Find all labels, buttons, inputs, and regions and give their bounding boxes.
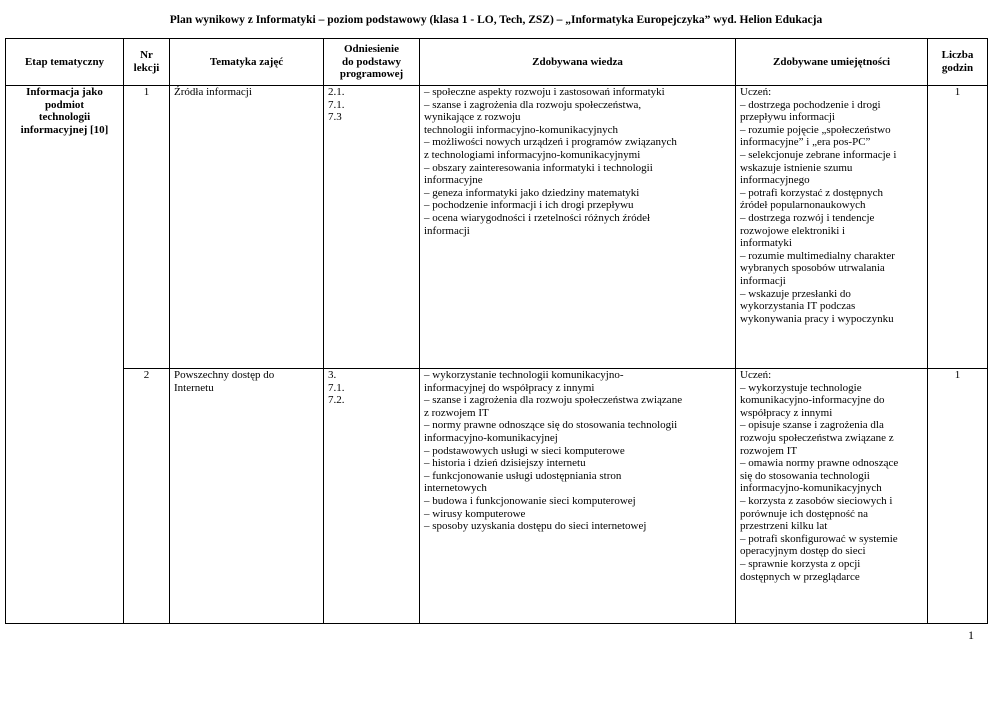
knowledge-line: – pochodzenie informacji i ich drogi przepływu [424,199,634,212]
stage-line: Informacja jako [26,86,103,98]
skills-line: informacyjne” i „era pos-PC” [740,136,871,149]
header-hours-line: Liczba [941,49,974,62]
skills-line: źródeł popularnonaukowych [740,199,866,212]
header-nr [124,39,170,86]
topic-line: Powszechny dostęp do [174,369,275,381]
curriculum-ref [324,86,420,369]
skills-line: się do stosowania technologii [740,469,870,482]
header-ref [324,39,420,86]
skills-line: przepływu informacji [740,111,835,124]
skills-cell [736,369,928,624]
topic-line: Internetu [174,381,214,394]
header-skills: Zdobywane umiejętności [736,39,928,86]
skills-line: informatyki [740,237,792,250]
skills-line: rozwojowe elektroniki i [740,224,846,237]
skills-line: – potrafi korzystać z dostępnych [740,186,883,199]
knowledge-line: – społeczne aspekty rozwoju i zastosowań informatyki [424,86,665,98]
skills-line: przestrzeni kilku lat [740,520,828,533]
skills-line: współpracy z innymi [740,406,833,419]
lesson-topic [170,86,324,369]
knowledge-line: z technologiami informacyjno-komunikacyjnymi [424,148,641,161]
skills-line: – dostrzega rozwój i tendencje [740,211,875,224]
knowledge-line: informacyjno-komunikacyjnej [424,431,558,444]
knowledge-line: technologii informacyjno-komunikacyjnych [424,123,618,136]
ref-line: 7.1. [328,98,345,111]
skills-line: wykonywania pracy i wypoczynku [740,312,894,325]
header-nr-line: Nr [140,49,153,62]
header-stage: Etap tematyczny [6,39,124,86]
topic-line: Źródła informacji [174,86,252,98]
header-row [6,39,988,86]
skills-line: – omawia normy prawne odnoszące [740,457,899,470]
skills-cell [736,86,928,369]
skills-line: Uczeń: [740,86,772,98]
stage-line: podmiot [44,98,85,111]
lesson-topic [170,369,324,624]
page-number: 1 [968,628,974,642]
table-row [6,86,988,369]
ref-line: 7.3 [328,111,342,124]
knowledge-line: – geneza informatyki jako dziedziny matematyki [424,186,640,199]
curriculum-ref [324,369,420,624]
ref-line: 2.1. [328,86,345,98]
skills-line: – sprawnie korzysta z opcji [740,557,861,570]
knowledge-line: – historia i dzień dzisiejszy internetu [424,457,586,470]
skills-line: – potrafi skonfigurować w systemie [740,532,898,545]
ref-line: 3. [328,369,337,381]
knowledge-line: – obszary zainteresowania informatyki i technologii [424,161,653,174]
hours-cell: 1 [928,86,988,369]
knowledge-line: – możliwości nowych urządzeń i programów związanych [424,136,677,149]
knowledge-line: – budowa i funkcjonowanie sieci komputerowej [424,494,636,507]
header-ref-line: Odniesienie [343,43,399,56]
skills-line: wybranych sposobów utrwalania [740,262,885,275]
knowledge-line: wynikające z rozwoju [424,111,521,124]
skills-line: – korzysta z zasobów sieciowych i [740,494,893,507]
skills-line: rozwoju społeczeństwa związane z [740,431,894,444]
skills-line: – wskazuje przesłanki do [740,287,851,300]
hours-cell: 1 [928,369,988,624]
knowledge-line: – normy prawne odnoszące się do stosowania technologii [424,419,678,432]
skills-line: dostępnych w przeglądarce [740,570,860,583]
ref-line: 7.2. [328,394,345,407]
knowledge-line: informacji [424,224,470,237]
knowledge-line: informacyjnej do współpracy z innymi [424,381,595,394]
skills-line: operacyjnym dostęp do sieci [740,545,866,558]
skills-line: – selekcjonuje zebrane informacje i [740,148,897,161]
knowledge-line: – sposoby uzyskania dostępu do sieci internetowej [424,520,647,533]
skills-line: komunikacyjno-informacyjne do [740,394,885,407]
header-nr-line: lekcji [133,62,160,74]
knowledge-line: informacyjne [424,174,483,187]
knowledge-line: – podstawowych usługi w sieci komputerowe [424,444,625,457]
knowledge-line: – szanse i zagrożenia dla rozwoju społeczeństwa związane [424,394,683,407]
skills-line: – rozumie pojęcie „społeczeństwo [740,123,891,136]
header-topic: Tematyka zajęć [170,39,324,86]
lesson-number: 1 [124,86,170,369]
skills-line: porównuje ich dostępność na [740,507,868,520]
ref-line: 7.1. [328,381,345,394]
skills-line: – dostrzega pochodzenie i drogi [740,98,881,111]
knowledge-line: – funkcjonowanie usługi udostępniania stron [424,469,622,482]
skills-line: wskazuje istnienie szumu [740,161,853,174]
header-knowledge: Zdobywana wiedza [420,39,736,86]
skills-line: – wykorzystuje technologie [740,381,862,394]
header-ref-line: do podstawy [342,55,401,68]
knowledge-line: z rozwojem IT [424,406,489,419]
skills-line: informacyjnego [740,174,810,187]
lesson-plan-table [5,38,988,624]
lesson-number: 2 [124,369,170,624]
skills-line: Uczeń: [740,369,772,381]
header-ref-line: programowej [339,68,404,81]
knowledge-line: – wirusy komputerowe [424,507,526,520]
knowledge-cell [420,86,736,369]
skills-line: wykorzystania IT podczas [740,300,856,313]
knowledge-line: internetowych [424,482,487,495]
table-row [6,369,988,624]
knowledge-line: – wykorzystanie technologii komunikacyjno- [424,369,624,381]
skills-line: – rozumie multimedialny charakter [740,249,895,262]
skills-line: informacji [740,274,786,287]
page-title: Plan wynikowy z Informatyki – poziom podstawowy (klasa 1 - LO, Tech, ZSZ) – „Informatyka Europejczyka” wyd. Helion Edukacja [169,14,823,26]
stage-line: informacyjnej [10] [20,123,109,136]
skills-line: – opisuje szanse i zagrożenia dla [740,419,884,432]
knowledge-line: – szanse i zagrożenia dla rozwoju społeczeństwa, [424,98,642,111]
stage-line: technologii [38,111,91,124]
header-hours [928,39,988,86]
header-hours-line: godzin [941,62,974,74]
knowledge-cell [420,369,736,624]
skills-line: informacyjno-komunikacyjnych [740,482,882,495]
knowledge-line: – ocena wiarygodności i rzetelności różnych źródeł [424,211,651,224]
skills-line: rozwojem IT [740,444,798,457]
stage-cell [6,86,124,624]
